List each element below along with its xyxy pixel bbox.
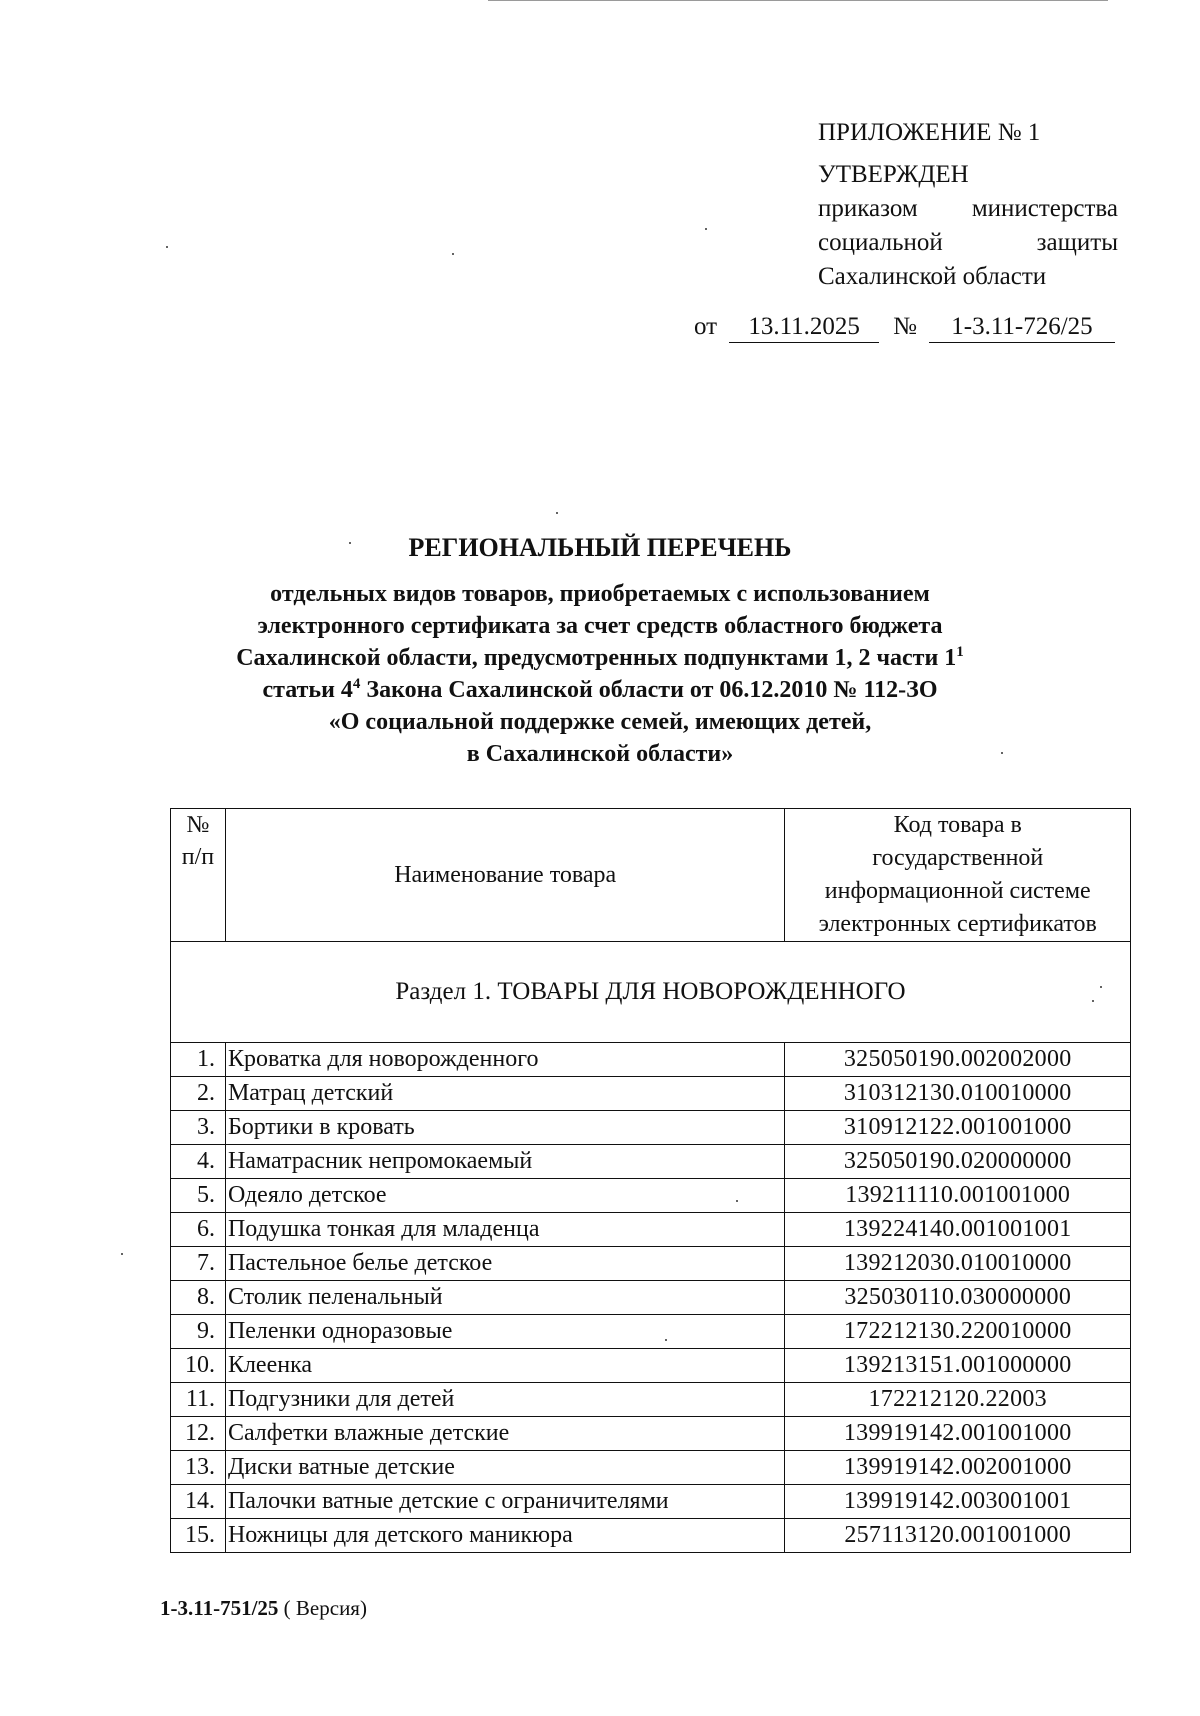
section-title: Раздел 1. ТОВАРЫ ДЛЯ НОВОРОЖДЕННОГО <box>171 942 1131 1043</box>
subtitle-line-4-b: Закона Сахалинской области от 06.12.2010 № 112-ЗО <box>360 677 938 703</box>
subtitle-line-1: отдельных видов товаров, приобретаемых с использованием <box>270 581 930 607</box>
table-row <box>171 1077 1131 1111</box>
header-code-line-1: Код товара в <box>893 812 1022 838</box>
row-name: Палочки ватные детские с ограничителями <box>225 1485 785 1519</box>
row-code: 325050190.002002000 <box>785 1043 1131 1077</box>
row-number: 11. <box>171 1383 226 1417</box>
row-name: Салфетки влажные детские <box>225 1417 785 1451</box>
row-number: 12. <box>171 1417 226 1451</box>
row-code: 139224140.001001001 <box>785 1213 1131 1247</box>
scan-speck <box>121 1253 123 1255</box>
ministry-word: министерства <box>971 195 1118 222</box>
scan-speck <box>1092 1000 1094 1002</box>
table-row <box>171 1247 1131 1281</box>
subtitle-line-3-text: Сахалинской области, предусмотренных подпунктами 1, 2 части 1 <box>236 645 957 671</box>
row-number: 10. <box>171 1349 226 1383</box>
scan-speck <box>452 253 454 255</box>
table-row <box>171 1213 1131 1247</box>
order-line-2 <box>818 226 1118 260</box>
row-name: Столик пеленальный <box>225 1281 785 1315</box>
footer-doc-number: 1-3.11-751/25 <box>160 1596 279 1620</box>
row-code: 139213151.001000000 <box>785 1349 1131 1383</box>
scan-speck <box>166 246 168 248</box>
approval-date: 13.11.2025 <box>729 312 879 343</box>
subtitle-line-5: «О социальной поддержке семей, имеющих детей, <box>328 709 872 735</box>
header-code-line-3: информационной системе <box>824 878 1091 904</box>
row-number: 5. <box>171 1179 226 1213</box>
header-code-line-2: государственной <box>872 845 1044 871</box>
subtitle-line-4 <box>150 674 1050 706</box>
scan-speck <box>736 1200 738 1202</box>
row-number: 14. <box>171 1485 226 1519</box>
approved-label: УТВЕРЖДЕН <box>818 161 969 188</box>
row-number: 2. <box>171 1077 226 1111</box>
row-code: 139212030.010010000 <box>785 1247 1131 1281</box>
table-row <box>171 1043 1131 1077</box>
row-name: Пастельное белье детское <box>225 1247 785 1281</box>
row-name: Диски ватные детские <box>225 1451 785 1485</box>
row-code: 172212130.220010000 <box>785 1315 1131 1349</box>
order-line-1 <box>818 192 1118 226</box>
row-code: 139919142.003001001 <box>785 1485 1131 1519</box>
table-row <box>171 1145 1131 1179</box>
row-name: Подгузники для детей <box>225 1383 785 1417</box>
row-name: Клеенка <box>225 1349 785 1383</box>
scan-speck <box>1100 986 1102 988</box>
row-number: 6. <box>171 1213 226 1247</box>
table-row <box>171 1179 1131 1213</box>
row-number: 8. <box>171 1281 226 1315</box>
subtitle-line-4-a: статьи 4 <box>262 677 353 703</box>
scan-speck <box>665 1339 667 1341</box>
header-number-line-1: № <box>186 812 210 838</box>
scan-speck <box>705 228 707 230</box>
row-number: 9. <box>171 1315 226 1349</box>
table-row <box>171 1485 1131 1519</box>
row-code: 325050190.020000000 <box>785 1145 1131 1179</box>
row-name: Подушка тонкая для младенца <box>225 1213 785 1247</box>
table-row <box>171 1349 1131 1383</box>
approval-number: 1-3.11-726/25 <box>929 312 1115 343</box>
row-number: 7. <box>171 1247 226 1281</box>
approval-date-line <box>694 310 1115 344</box>
table-row <box>171 1519 1131 1553</box>
section-row <box>171 942 1131 1043</box>
subtitle-line-4-sup: 4 <box>352 676 361 692</box>
header-number-line-2: п/п <box>181 844 215 870</box>
row-name: Бортики в кровать <box>225 1111 785 1145</box>
table-row <box>171 1281 1131 1315</box>
document-title: РЕГИОНАЛЬНЫЙ ПЕРЕЧЕНЬ <box>408 533 792 562</box>
row-code: 310912122.001001000 <box>785 1111 1131 1145</box>
order-line-3: Сахалинской области <box>818 263 1047 290</box>
goods-table <box>170 808 1131 1553</box>
row-number: 15. <box>171 1519 226 1553</box>
row-name: Кроватка для новорожденного <box>225 1043 785 1077</box>
subtitle-line-6: в Сахалинской области» <box>466 741 734 767</box>
social-word: социальной <box>818 229 943 256</box>
row-code: 257113120.001001000 <box>785 1519 1131 1553</box>
header-name: Наименование товара <box>225 809 785 942</box>
table-header-row <box>171 809 1131 942</box>
scan-edge-line <box>488 0 1108 1</box>
table-row <box>171 1315 1131 1349</box>
row-number: 3. <box>171 1111 226 1145</box>
scan-speck <box>556 512 558 514</box>
table-row <box>171 1111 1131 1145</box>
items-body <box>171 1043 1131 1553</box>
footer-version: ( Версия) <box>278 1596 367 1620</box>
row-code: 139919142.002001000 <box>785 1451 1131 1485</box>
row-name: Одеяло детское <box>225 1179 785 1213</box>
row-number: 4. <box>171 1145 226 1179</box>
header-number <box>171 809 226 942</box>
protection-word: защиты <box>1036 229 1118 256</box>
subtitle-line-2: электронного сертификата за счет средств областного бюджета <box>257 613 943 639</box>
row-name: Матрац детский <box>225 1077 785 1111</box>
table-row <box>171 1451 1131 1485</box>
approval-block <box>818 116 1118 294</box>
table-row <box>171 1417 1131 1451</box>
header-code <box>785 809 1131 942</box>
row-number: 1. <box>171 1043 226 1077</box>
subtitle-line-3 <box>150 642 1050 674</box>
footer-reference <box>160 1594 367 1622</box>
number-prefix: № <box>893 313 917 340</box>
row-name: Наматрасник непромокаемый <box>225 1145 785 1179</box>
row-code: 172212120.22003 <box>785 1383 1131 1417</box>
document-title-block <box>150 530 1050 770</box>
header-code-line-4: электронных сертификатов <box>818 911 1097 937</box>
row-name: Пеленки одноразовые <box>225 1315 785 1349</box>
appendix-label: ПРИЛОЖЕНИЕ № 1 <box>818 119 1041 146</box>
row-code: 139211110.001001000 <box>785 1179 1131 1213</box>
row-name: Ножницы для детского маникюра <box>225 1519 785 1553</box>
order-word: приказом <box>818 195 918 222</box>
row-number: 13. <box>171 1451 226 1485</box>
table-row <box>171 1383 1131 1417</box>
scan-speck <box>349 542 351 544</box>
scan-speck <box>1001 752 1003 754</box>
subtitle-line-3-sup: 1 <box>956 644 964 660</box>
row-code: 139919142.001001000 <box>785 1417 1131 1451</box>
row-code: 310312130.010010000 <box>785 1077 1131 1111</box>
row-code: 325030110.030000000 <box>785 1281 1131 1315</box>
date-prefix: от <box>694 313 718 340</box>
